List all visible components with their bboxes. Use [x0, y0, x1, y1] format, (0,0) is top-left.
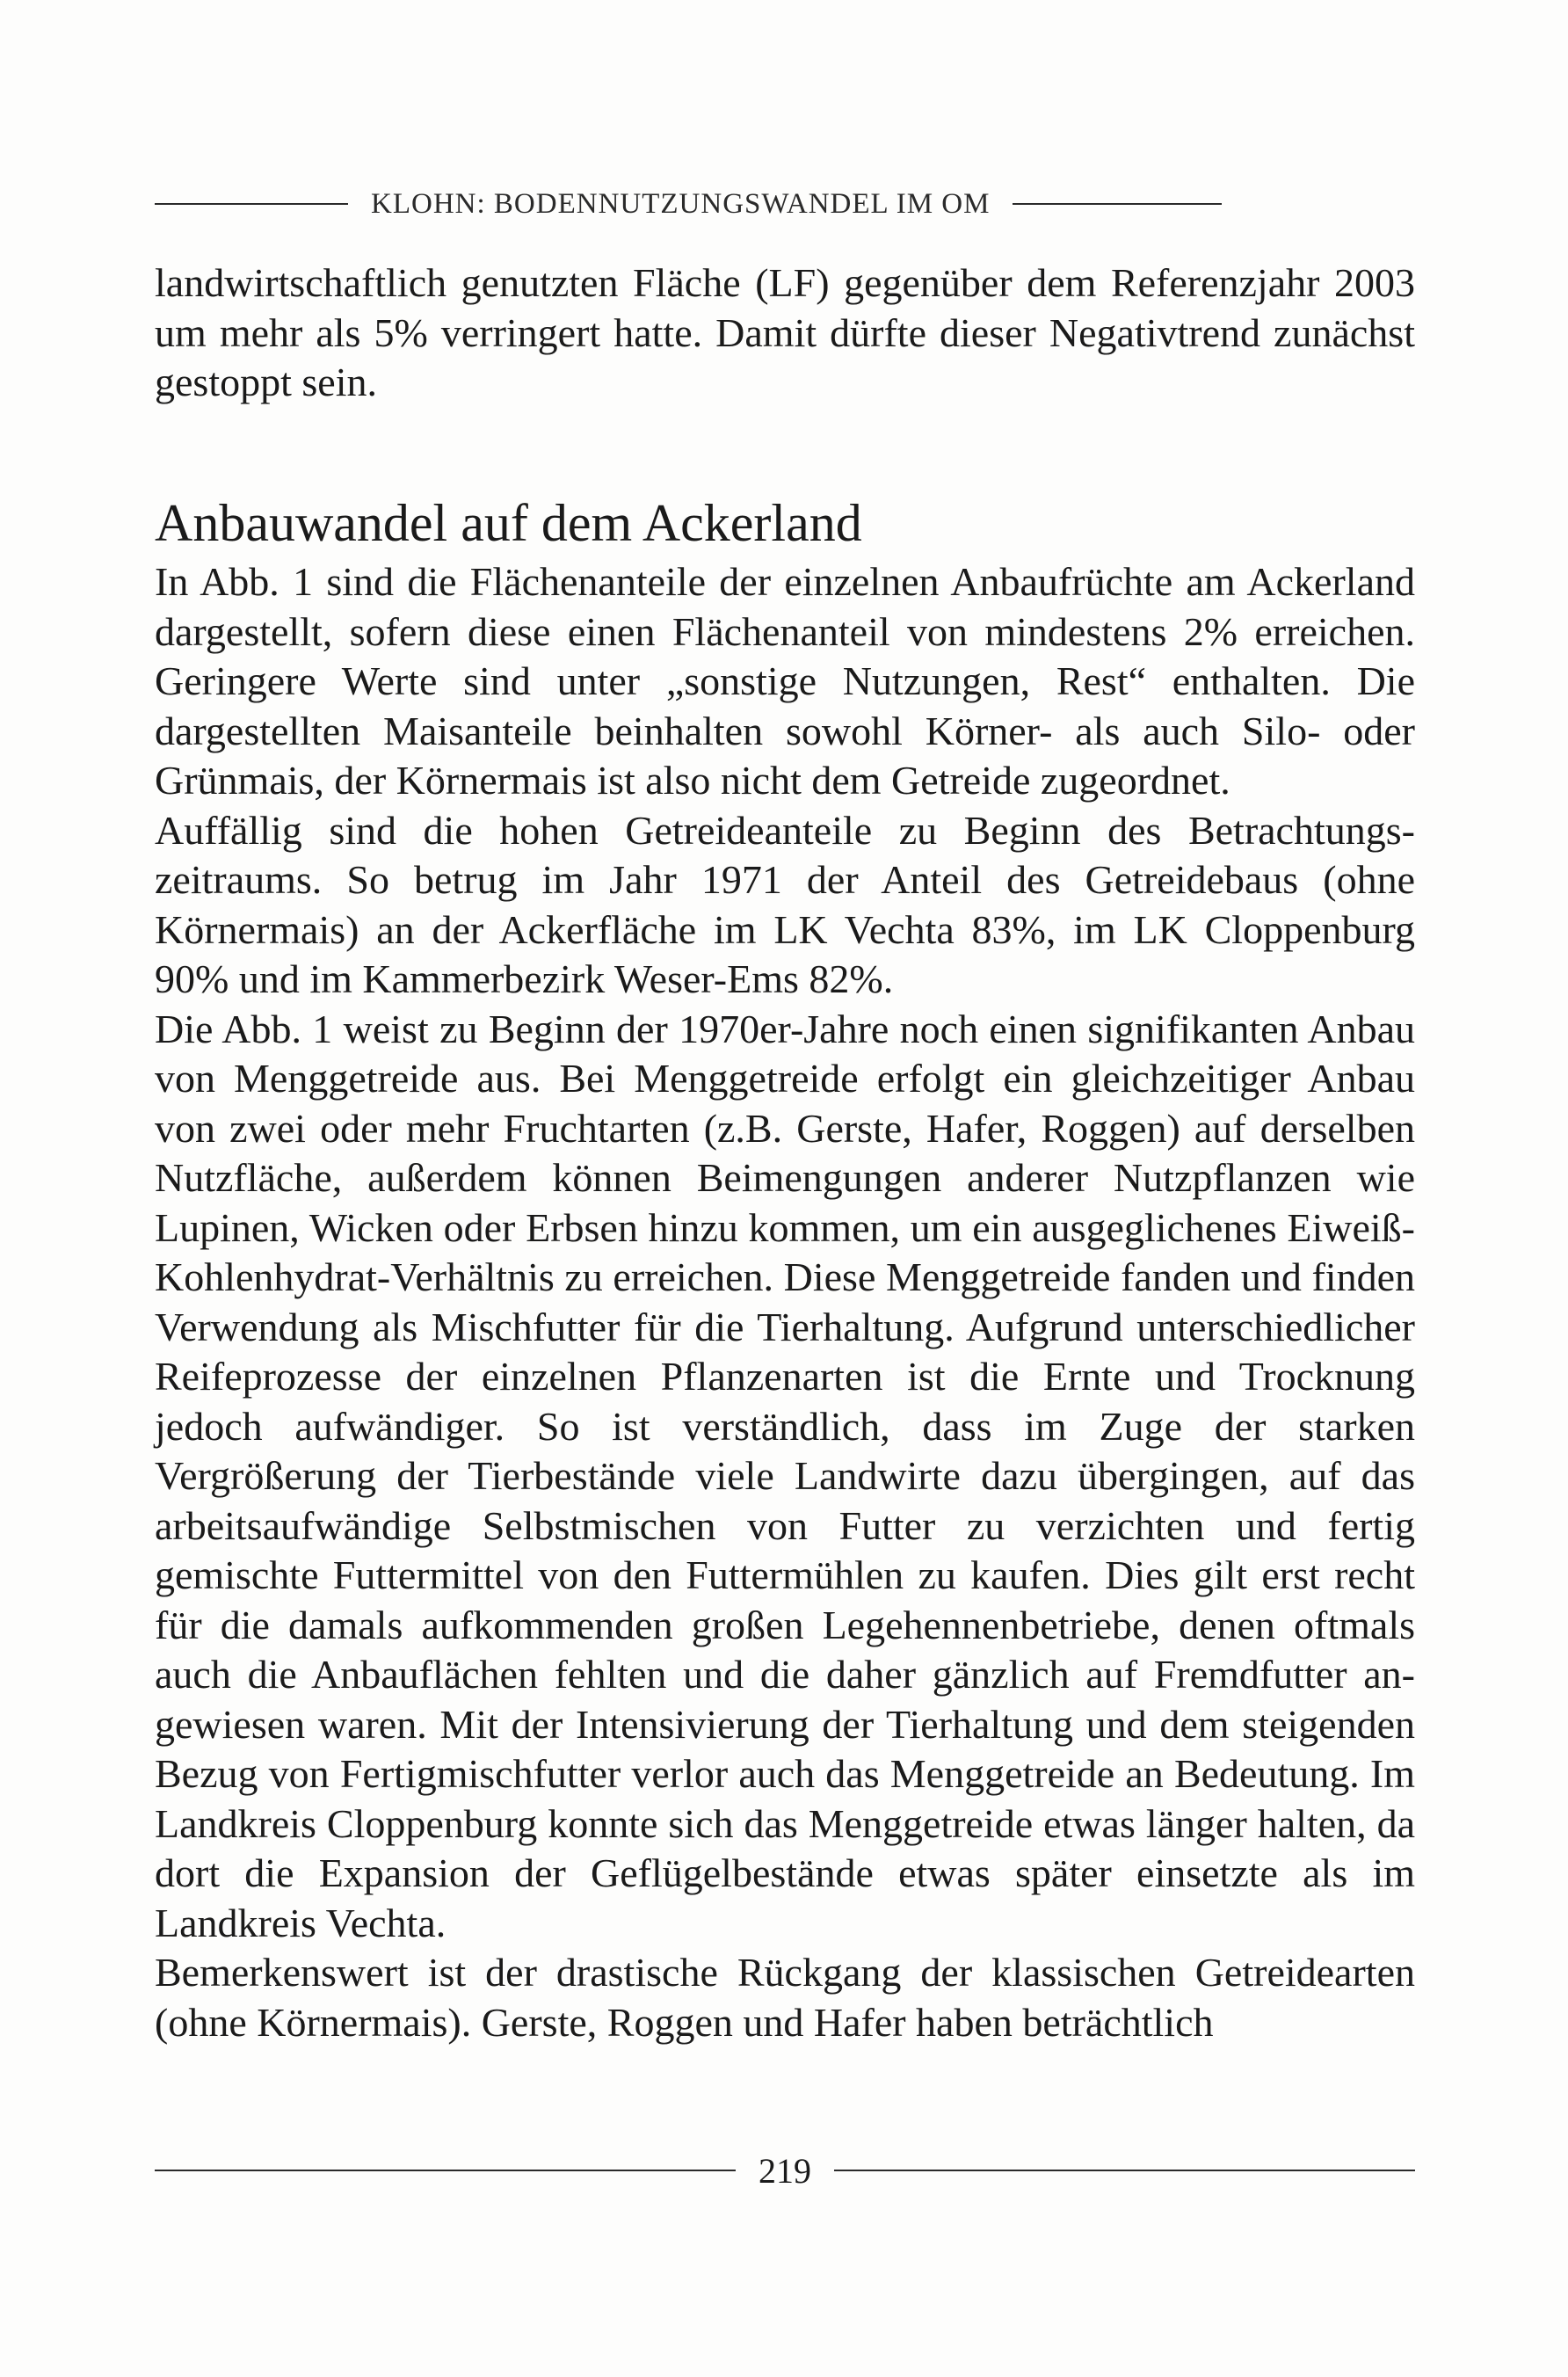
- footer-rule-right: [834, 2170, 1415, 2171]
- header-rule-right: [1013, 203, 1222, 205]
- main-text: [155, 557, 1415, 2047]
- intro-paragraph: landwirtschaftlich genutzten Fläche (LF) gegenüber dem Referenzjahr 2003 um mehr als 5% verringert hatte. Damit dürfte dieser Negativtrend zunächst gestoppt sein.: [155, 260, 1415, 404]
- paragraph-3: Die Abb. 1 weist zu Beginn der 1970er-Jahre noch einen signifikanten Anbau von Menggetreide aus. Bei Menggetreide erfolgt ein gleichzeitiger Anbau von zwei oder mehr Fruchtarten (z.B. Gerste, Hafer, Roggen) auf derselben Nutzfläche, außerdem können Beimengungen anderer Nutzpflanzen wie Lupinen, Wicken oder Erbsen hinzu kommen, um ein ausgeglichenes Eiweiß-Kohlenhydrat-Verhältnis zu erreichen. Diese Menggetreide fanden und finden Verwendung als Mischfutter für die Tierhaltung. Aufgrund unterschiedlicher Reifeprozesse der einzelnen Pflanzenarten ist die Ernte und Trocknung jedoch aufwändiger. So ist verständlich, dass im Zuge der starken Vergrößerung der Tierbestände viele Landwirte dazu übergingen, auf das arbeitsaufwändige Selbstmischen von Futter zu verzichten und fertig gemischte Futtermittel von den Futtermühlen zu kaufen. Dies gilt erst recht für die damals aufkommenden großen Legehennenbetriebe, denen oftmals auch die Anbauflächen fehlten und die daher gänzlich auf Fremdfutter angewiesen waren. Mit der Intensivierung der Tierhaltung und dem steigenden Bezug von Fertigmischfutter verlor auch das Menggetreide an Bedeutung. Im Landkreis Cloppenburg konnte sich das Menggetreide etwas länger halten, da dort die Expansion der Geflügelbestände etwas später einsetzte als im Landkreis Vechta.: [155, 1006, 1415, 1945]
- running-head-title: KLOHN: BODENNUTZUNGSWANDEL IM OM: [371, 187, 991, 220]
- running-head: [155, 186, 1415, 222]
- footer-rule-left: [155, 2170, 736, 2171]
- header-rule-left: [155, 203, 348, 205]
- page-number: 219: [759, 2150, 811, 2191]
- intro-block: [155, 258, 1415, 408]
- page-footer: [155, 2148, 1415, 2192]
- paragraph-2: Auffällig sind die hohen Getreideanteile zu Beginn des Betrachtungszeitraums. So betrug im Jahr 1971 der Anteil des Getreidebaus (ohne Körnermais) an der Ackerfläche im LK Vechta 83%, im LK Cloppenburg 90% und im Kammerbezirk Weser-Ems 82%.: [155, 807, 1415, 1001]
- paragraph-4: Bemerkenswert ist der drastische Rückgang der klassischen Getreidearten (ohne Körnermais). Gerste, Roggen und Hafer haben beträchtlich: [155, 1950, 1415, 2045]
- section-heading: Anbauwandel auf dem Ackerland: [155, 494, 862, 552]
- paragraph-1: In Abb. 1 sind die Flächenanteile der einzelnen Anbaufrüchte am Ackerland dargestellt, sofern diese einen Flächenanteil von mindestens 2% erreichen. Geringere Werte sind unter „sonstige Nutzungen, Rest“ enthalten. Die dargestellten Maisanteile beinhalten sowohl Körner- als auch Silo- oder Grünmais, der Körnermais ist also nicht dem Getreide zugeordnet.: [155, 559, 1415, 803]
